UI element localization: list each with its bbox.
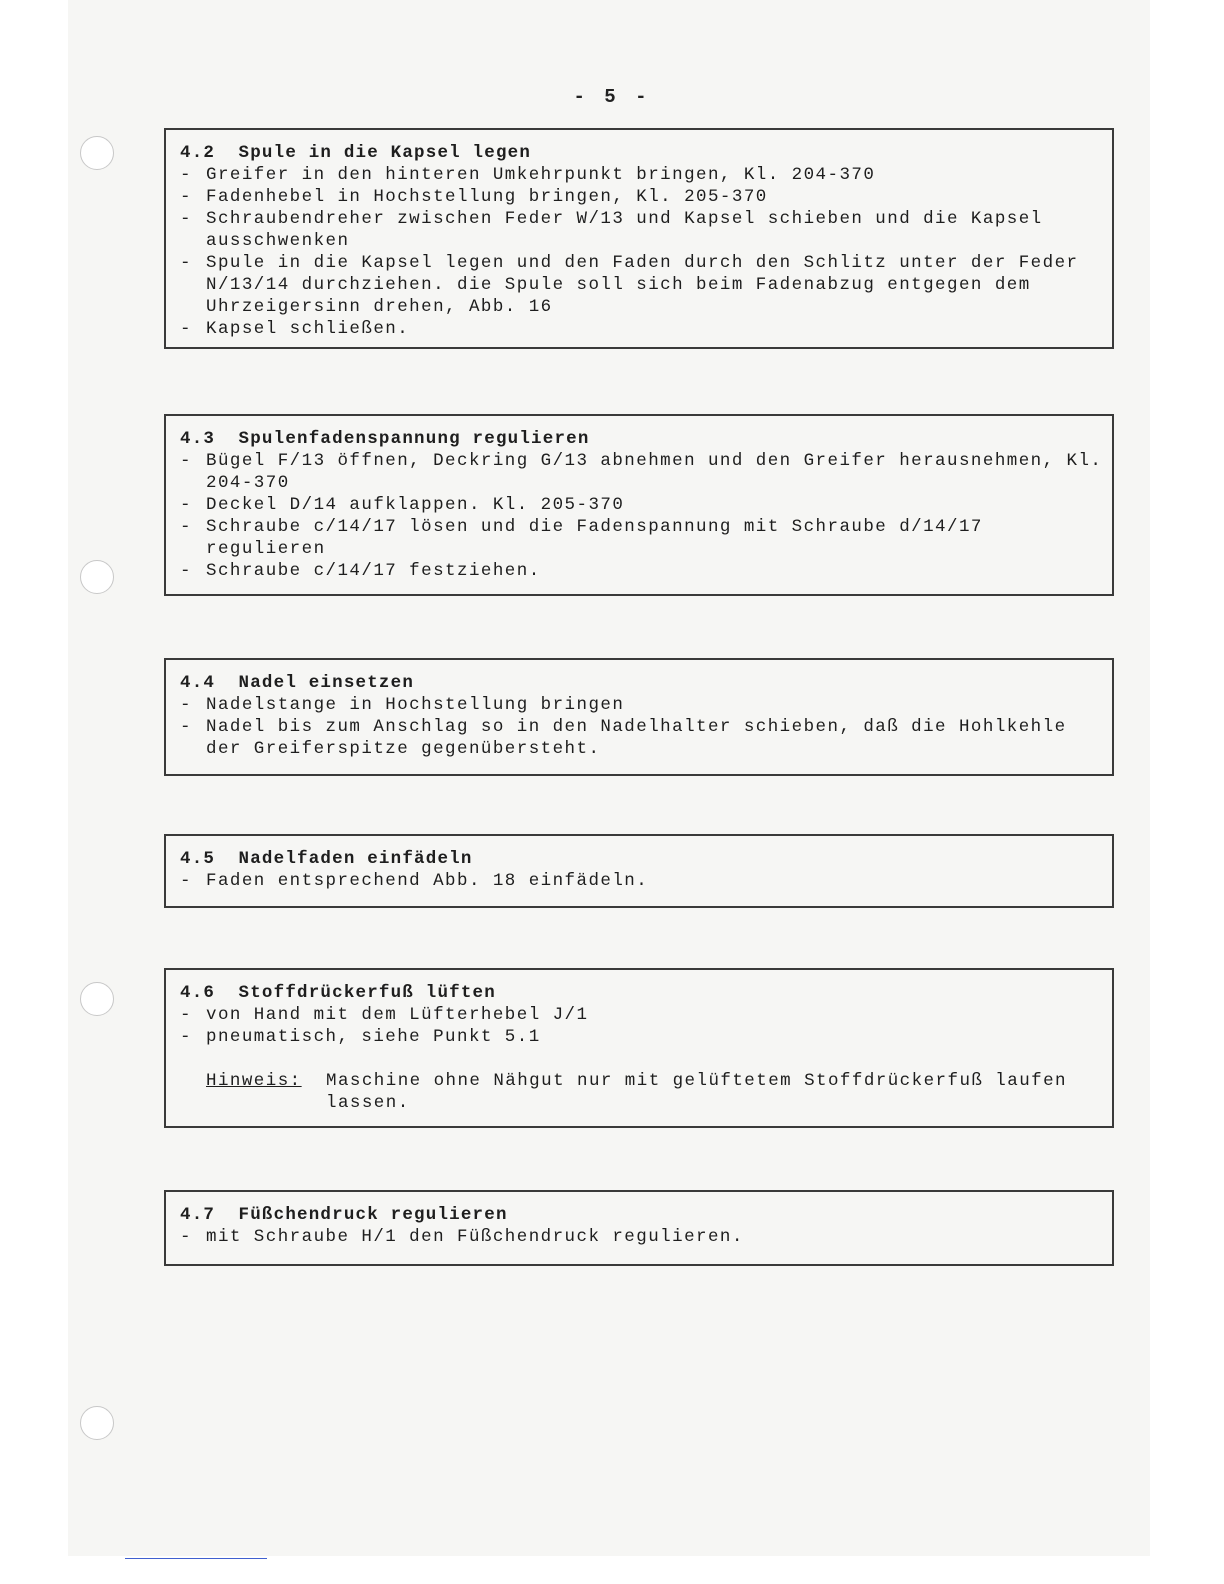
list-item: - Schraube c/14/17 festziehen. [180, 560, 1112, 582]
item-list [180, 164, 1112, 340]
footer-rule [125, 1558, 267, 1559]
item-list [180, 450, 1115, 582]
section-4-3 [164, 414, 1114, 596]
list-item: - mit Schraube H/1 den Füßchendruck regulieren. [180, 1226, 1112, 1248]
list-item: - Deckel D/14 aufklappen. Kl. 205-370 [180, 494, 1112, 516]
section-title: 4.3 Spulenfadenspannung regulieren [180, 429, 590, 449]
list-item: - Fadenhebel in Hochstellung bringen, Kl. 205-370 [180, 186, 1112, 208]
section-4-4 [164, 658, 1114, 776]
punch-hole [80, 560, 114, 594]
list-item: - Spule in die Kapsel legen und den Faden durch den Schlitz unter der Feder N/13/14 durchziehen. die Spule soll sich beim Fadenabzug entgegen dem Uhrzeigersinn drehen, Abb. 16 [180, 252, 1112, 318]
section-4-6 [164, 968, 1114, 1128]
list-item: - Greifer in den hinteren Umkehrpunkt bringen, Kl. 204-370 [180, 164, 1112, 186]
section-title: 4.7 Füßchendruck regulieren [180, 1205, 508, 1225]
section-4-7 [164, 1190, 1114, 1266]
item-list [180, 1004, 1112, 1048]
list-item: - Schraube c/14/17 lösen und die Fadenspannung mit Schraube d/14/17 regulieren [180, 516, 1112, 560]
item-list [180, 1226, 1112, 1248]
note-text: Maschine ohne Nähgut nur mit gelüftetem Stoffdrückerfuß laufen lassen. [326, 1071, 1068, 1113]
list-item: - Bügel F/13 öffnen, Deckring G/13 abnehmen und den Greifer herausnehmen, Kl. 204-370 [180, 450, 1112, 494]
list-item: - von Hand mit dem Lüfterhebel J/1 [180, 1004, 1112, 1026]
list-item: - Faden entsprechend Abb. 18 einfädeln. [180, 870, 1112, 892]
section-title: 4.2 Spule in die Kapsel legen [180, 143, 532, 163]
section-4-5 [164, 834, 1114, 908]
punch-hole [80, 1406, 114, 1440]
list-item: - Schraubendreher zwischen Feder W/13 und Kapsel schieben und die Kapsel ausschwenken [180, 208, 1112, 252]
note [180, 1070, 1112, 1114]
list-item: - pneumatisch, siehe Punkt 5.1 [180, 1026, 1112, 1048]
list-item: - Nadel bis zum Anschlag so in den Nadelhalter schieben, daß die Hohlkehle der Greiferspitze gegenübersteht. [180, 716, 1112, 760]
section-title: 4.5 Nadelfaden einfädeln [180, 849, 473, 869]
note-label: Hinweis: [206, 1071, 302, 1091]
section-title: 4.6 Stoffdrückerfuß lüften [180, 983, 496, 1003]
section-4-2 [164, 128, 1114, 349]
item-list [180, 870, 1112, 892]
punch-hole [80, 982, 114, 1016]
list-item: - Nadelstange in Hochstellung bringen [180, 694, 1112, 716]
item-list [180, 694, 1112, 760]
page-number: - 5 - [573, 86, 651, 108]
punch-hole [80, 136, 114, 170]
list-item: - Kapsel schließen. [180, 318, 1112, 340]
section-title: 4.4 Nadel einsetzen [180, 673, 415, 693]
